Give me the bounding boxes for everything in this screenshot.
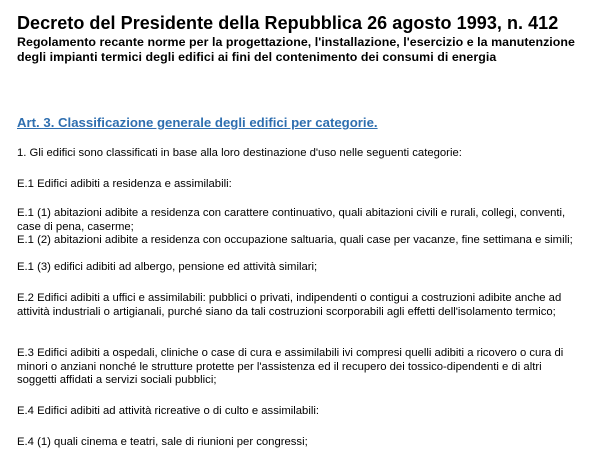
paragraph-e1-2: E.1 (2) abitazioni adibite a residenza con occupazione saltuaria, quali case per vacanze, fine settimana e simili;	[17, 234, 573, 246]
paragraph-e3: E.3 Edifici adibiti a ospedali, cliniche o case di cura e assimilabili ivi compresi quelli adibiti a ricovero o cura di minori o anziani nonché le strutture protette per l'assistenza ed il recupero dei tossico-dipendenti e di altri soggetti affidati a servizi sociali pubblici;	[17, 347, 564, 387]
paragraph-e1-1: E.1 (1) abitazioni adibite a residenza con carattere continuativo, quali abitazioni civili e rurali, collegi, conventi, case di pena, caserme;	[17, 207, 566, 233]
paragraph-e2: E.2 Edifici adibiti a uffici e assimilabili: pubblici o privati, indipendenti o contigui a costruzioni adibite anche ad attività industriali o artigianali, purché siano da tali costruzioni scorporabili agli effetti dell'isolamento termico;	[17, 292, 562, 318]
document-subtitle: Regolamento recante norme per la progettazione, l'installazione, l'esercizio e la manutenzione degli impianti termici degli edifici ai fini del contenimento dei consumi di energia	[17, 35, 575, 64]
paragraph-e1-3: E.1 (3) edifici adibiti ad albergo, pensione ed attività similari;	[17, 261, 318, 273]
paragraph-e1: E.1 Edifici adibiti a residenza e assimilabili:	[17, 178, 232, 190]
document-title: Decreto del Presidente della Repubblica 26 agosto 1993, n. 412	[17, 13, 559, 33]
article-heading-link[interactable]: Art. 3. Classificazione generale degli edifici per categorie.	[17, 115, 378, 130]
paragraph-e4-1: E.4 (1) quali cinema e teatri, sale di riunioni per congressi;	[17, 436, 308, 448]
document-page	[17, 12, 585, 448]
paragraph-e4: E.4 Edifici adibiti ad attività ricreative o di culto e assimilabili:	[17, 405, 320, 417]
paragraph-intro: 1. Gli edifici sono classificati in base alla loro destinazione d'uso nelle seguenti categorie:	[17, 147, 462, 159]
